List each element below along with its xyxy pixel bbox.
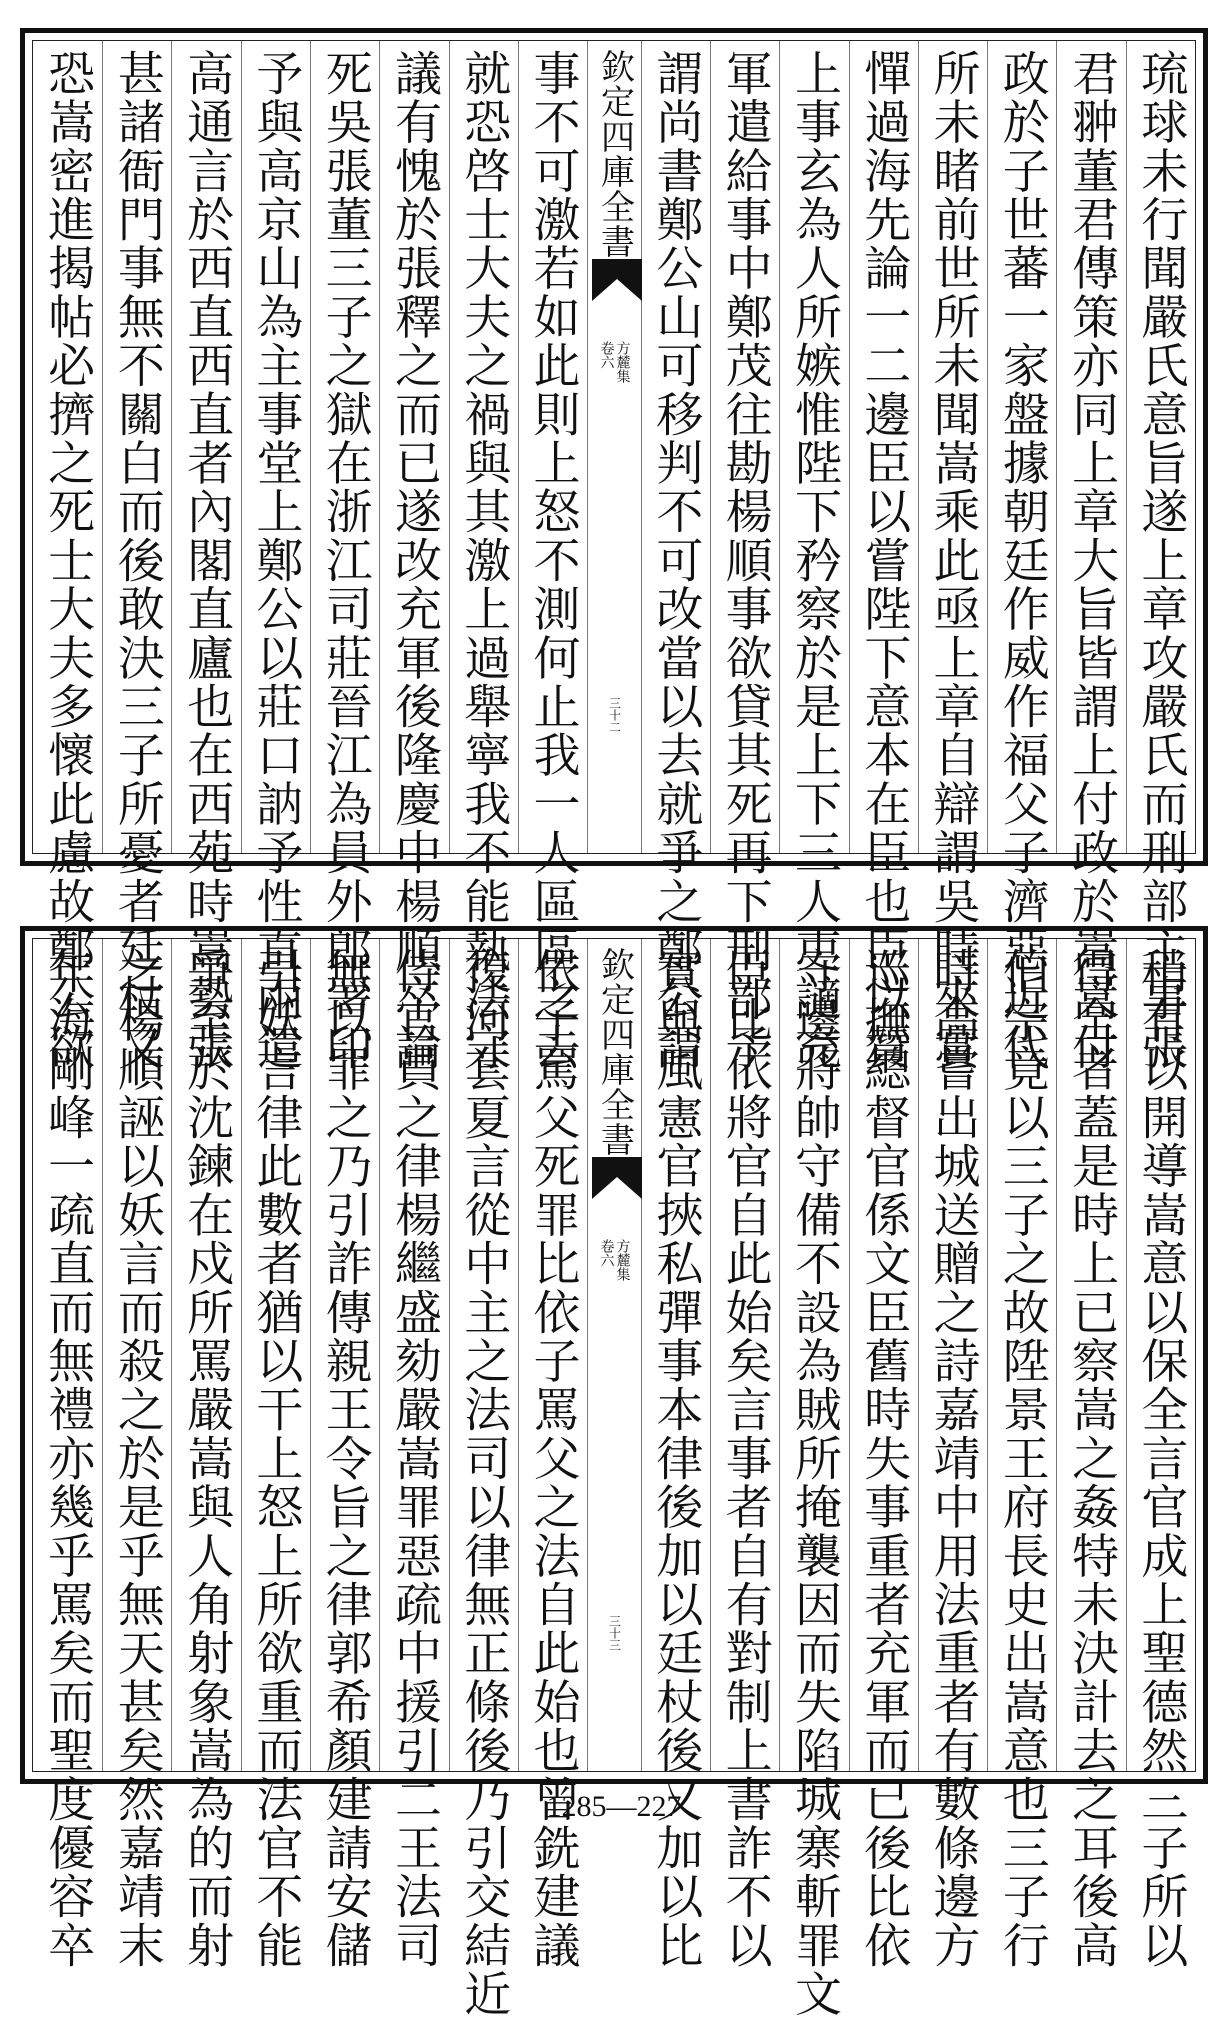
text-column — [102, 939, 171, 1970]
text-column — [241, 939, 310, 1970]
text-column — [1056, 939, 1125, 1970]
column-text: 君翀董君傳策亦同上章大旨皆謂上付政於嵩嵩付 — [1064, 49, 1120, 1072]
text-column — [641, 41, 710, 1072]
column-text: 琉球未行聞嚴氏意旨遂上章攻嚴氏而刑部主事張 — [1133, 49, 1189, 1072]
column-text: 復河套夏言從中主之法司以律無正條後乃引交結近 — [456, 947, 512, 2018]
text-column — [518, 939, 587, 1970]
text-column — [310, 41, 379, 1072]
leaf-number: 三十二 — [607, 697, 622, 733]
volume-label: 卷六 — [598, 341, 615, 369]
text-column — [918, 939, 987, 1970]
center-spine — [587, 939, 641, 1771]
fishtail-mark-icon — [592, 259, 642, 301]
column-text: 高通言於西直西直者內閣直廬也在西苑時嵩勢張 — [179, 49, 235, 1072]
book-series-title: 欽定四庫全書 — [594, 947, 635, 1157]
column-text: 引妖言律此數者猶以干上怒上所欲重而法官不能 — [248, 947, 304, 1970]
column-text: 無以罪之乃引詐傳親王令旨之律郭希顏建請安儲 — [317, 947, 373, 1970]
text-column — [1126, 41, 1195, 1072]
text-column — [987, 41, 1056, 1072]
column-text: 巡撫總督官係文臣舊時失事重者充軍而已後比依 — [856, 947, 912, 1970]
column-text: 甚諸衙門事無不關白而後敢決三子所憂者廷杖又 — [109, 49, 165, 1072]
column-text: 守邊將帥守備不設為賊所掩襲因而失陷城寨斬罪文 — [786, 947, 842, 2018]
text-column — [518, 41, 587, 1072]
text-column — [1126, 939, 1195, 1970]
column-text: 爭至於沈鍊在戍所罵嚴嵩與人角射象嵩為的而射 — [179, 947, 235, 1970]
leaf-number: 三十三 — [607, 1615, 622, 1651]
text-column — [379, 41, 448, 1072]
column-text: 軍遣給事中鄭茂往勘楊順事欲貸其死再下刑部予 — [717, 49, 773, 1072]
column-text: 稍有以開導嵩意以保全言官成上聖德然三子所以 — [1133, 947, 1189, 1970]
column-text: 憚過海先論一二邊臣以嘗陛下意本在臣也臣以贊 — [856, 49, 912, 1072]
page-frame — [32, 40, 1196, 1072]
text-column — [641, 939, 710, 1970]
column-text: 依子罵父死罪比依子罵父之法自此始也曾銑建議 — [525, 947, 581, 1970]
text-column — [33, 41, 102, 1072]
text-column — [710, 939, 779, 1970]
book-name: 方麓集 — [614, 1239, 631, 1281]
book-name: 方麓集 — [614, 341, 631, 383]
column-text: 謂尚書鄭公山可移判不可改當以去就爭之鄭公謂 — [648, 49, 704, 1072]
text-column — [33, 939, 102, 1970]
column-text: 實與風憲官挾私彈事本律後加以廷杖後又加以比 — [648, 947, 704, 1970]
column-text: 政於子世蕃一家盤據朝廷作威作福父子濟惡近代 — [994, 49, 1050, 1072]
text-column — [449, 939, 518, 2018]
center-spine — [587, 41, 641, 853]
text-columns — [33, 41, 1195, 1072]
column-text: 侍官員之律楊繼盛劾嚴嵩罪惡疏中援引二王法司 — [386, 947, 442, 1970]
column-text: 所未睹前世所未聞嵩乘此亟上章自辯謂吳時來實 — [925, 49, 981, 1072]
text-column — [779, 41, 848, 1072]
page-top — [20, 28, 1208, 1072]
text-column — [379, 939, 448, 1970]
column-text: 予與高京山為主事堂上鄭公以莊口訥予性直兩遣 — [248, 49, 304, 1072]
text-column — [171, 41, 240, 1072]
column-text: 時高嘗出城送贈之詩嘉靖中用法重者有數條邊方 — [925, 947, 981, 1970]
volume-label: 卷六 — [598, 1239, 615, 1267]
column-text: 就恐啓士大夫之禍與其激上過舉寧我不能執法守 — [456, 49, 512, 1072]
column-text: 伯宗竟以三子之故陞景王府長史出嵩意也三子行 — [994, 947, 1050, 1970]
column-text: 事不可激若如此則上怒不測何止我一人區區之去 — [525, 49, 581, 1072]
text-column — [918, 41, 987, 1072]
column-text: 臣比依將官自此始矣言事者自有對制上書詐不以 — [717, 947, 773, 1970]
column-text: 恐嵩密進揭帖必擠之死士大夫多懷此慮故鄭公欲 — [40, 49, 96, 1072]
text-column — [1056, 41, 1125, 1072]
text-column — [779, 939, 848, 2018]
text-column — [241, 41, 310, 1072]
column-text: 死吳張董三子之獄在浙江司莊晉江為員外郎署印 — [317, 49, 373, 1072]
text-column — [449, 41, 518, 1072]
page-footer-number: 1285—227 — [546, 1790, 682, 1823]
text-column — [710, 41, 779, 1072]
column-text: 之楊順誣以妖言而殺之於是乎無天甚矣然嘉靖末 — [109, 947, 165, 1970]
text-column — [849, 41, 918, 1072]
column-text: 上事玄為人所嫉惟陛下矜察於是上下三人吏讁充 — [786, 49, 842, 1072]
text-column — [171, 939, 240, 1970]
text-column — [102, 41, 171, 1072]
text-column — [849, 939, 918, 1970]
fishtail-mark-icon — [592, 1157, 642, 1199]
column-text: 年海剛峰一疏直而無禮亦幾乎罵矣而聖度優容卒 — [40, 947, 96, 1970]
column-text: 得全者蓋是時上已察嵩之姦特未決計去之耳後高 — [1064, 947, 1120, 1970]
column-text: 議有愧於張釋之而已遂改充軍後隆慶中楊順卒論 — [386, 49, 442, 1072]
book-series-title: 欽定四庫全書 — [594, 49, 635, 259]
text-column — [310, 939, 379, 1970]
text-column — [987, 939, 1056, 1970]
